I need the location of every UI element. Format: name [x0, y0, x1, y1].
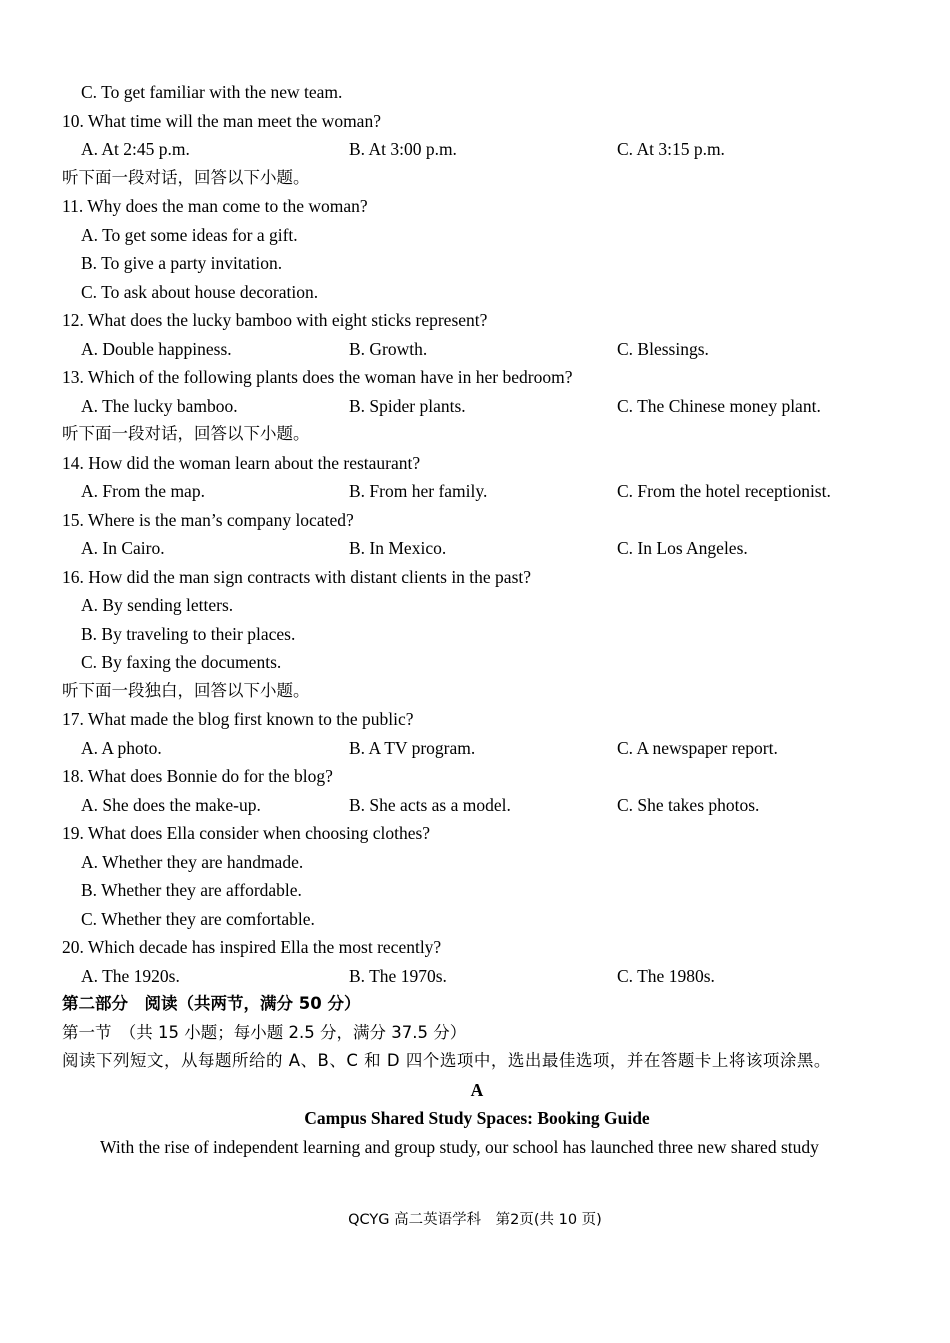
option-a: A. From the map.: [81, 481, 205, 501]
option-b: B. Spider plants.: [349, 395, 466, 416]
option-a: A. A photo.: [81, 737, 162, 758]
option-b: B. Whether they are affordable.: [81, 880, 302, 900]
option-a: A. By sending letters.: [81, 595, 234, 615]
question-10-options: [62, 135, 892, 164]
instruction: 听下面一段对话，回答以下小题。: [62, 424, 310, 443]
option-c: C. In Los Angeles.: [617, 538, 748, 558]
option-a: A. She does the make-up.: [81, 794, 261, 815]
instruction: 听下面一段对话，回答以下小题。: [62, 167, 310, 187]
question-19: 19. What does Ella consider when choosing clothes?: [62, 823, 431, 843]
reading-instructions: 阅读下列短文，从每题所给的 A、B、C 和 D 四个选项中，选出最佳选项，并在答题卡上将该项涂黑。: [62, 1051, 831, 1070]
option-b: B. From her family.: [349, 481, 488, 501]
question-13-options: [62, 392, 892, 421]
option-a: A. Double happiness.: [81, 338, 232, 359]
question-13: 13. Which of the following plants does the woman have in her bedroom?: [62, 367, 573, 387]
option-b: B. To give a party invitation.: [81, 253, 283, 273]
option-a: A. At 2:45 p.m.: [81, 139, 190, 159]
question-18: 18. What does Bonnie do for the blog?: [62, 766, 333, 786]
question-12: 12. What does the lucky bamboo with eight sticks represent?: [62, 310, 488, 330]
exam-page: [62, 78, 892, 1161]
instruction: 听下面一段独白，回答以下小题。: [62, 680, 310, 700]
question-17: 17. What made the blog first known to the public?: [62, 709, 414, 729]
option-a: A. The 1920s.: [81, 965, 180, 986]
question-14: 14. How did the woman learn about the restaurant?: [62, 452, 421, 473]
option-b: B. In Mexico.: [349, 538, 447, 558]
option-a: A. The lucky bamboo.: [81, 395, 238, 416]
option-c: C. A newspaper report.: [617, 737, 778, 758]
question-15-options: [62, 534, 892, 563]
question-16: 16. How did the man sign contracts with distant clients in the past?: [62, 566, 532, 587]
question-11: 11. Why does the man come to the woman?: [62, 196, 368, 216]
option-b: B. Growth.: [349, 338, 428, 359]
option-c: C. At 3:15 p.m.: [617, 139, 725, 159]
option-c: C. To ask about house decoration.: [81, 281, 319, 302]
option-b: B. The 1970s.: [349, 965, 447, 986]
option-a: A. To get some ideas for a gift.: [81, 224, 298, 245]
question-18-options: [62, 791, 892, 820]
option-c: C. By faxing the documents.: [81, 652, 282, 672]
option-b: B. At 3:00 p.m.: [349, 139, 457, 159]
question-20-options: [62, 962, 892, 991]
section-one-heading: 第一节 （共 15 小题；每小题 2.5 分，满分 37.5 分）: [62, 1022, 467, 1042]
option-c: C. She takes photos.: [617, 794, 760, 815]
part-two-heading: 第二部分 阅读（共两节，满分 50 分）: [62, 994, 361, 1013]
question-12-options: [62, 335, 892, 364]
option-b: B. By traveling to their places.: [81, 623, 296, 644]
option-c: C. From the hotel receptionist.: [617, 481, 831, 501]
passage-title: Campus Shared Study Spaces: Booking Guide: [304, 1108, 650, 1128]
passage-letter: A: [470, 1079, 484, 1100]
option-c: C. The 1980s.: [617, 965, 715, 986]
question-17-options: [62, 734, 892, 763]
question-15: 15. Where is the man’s company located?: [62, 509, 354, 530]
option-a: A. In Cairo.: [81, 538, 165, 558]
option-b: B. A TV program.: [349, 737, 476, 758]
q9-option-c: C. To get familiar with the new team.: [81, 82, 343, 102]
page-footer: QCYG 高二英语学科 第2页(共 10 页): [348, 1212, 602, 1228]
passage-paragraph: With the rise of independent learning and group study, our school has launched three new shared study: [100, 1136, 819, 1157]
option-a: A. Whether they are handmade.: [81, 851, 304, 872]
question-10: 10. What time will the man meet the woman?: [62, 110, 381, 131]
option-b: B. She acts as a model.: [349, 794, 511, 815]
option-c: C. Blessings.: [617, 338, 709, 359]
option-c: C. Whether they are comfortable.: [81, 908, 315, 929]
option-c: C. The Chinese money plant.: [617, 395, 821, 416]
question-20: 20. Which decade has inspired Ella the most recently?: [62, 937, 442, 957]
question-14-options: [62, 477, 892, 506]
